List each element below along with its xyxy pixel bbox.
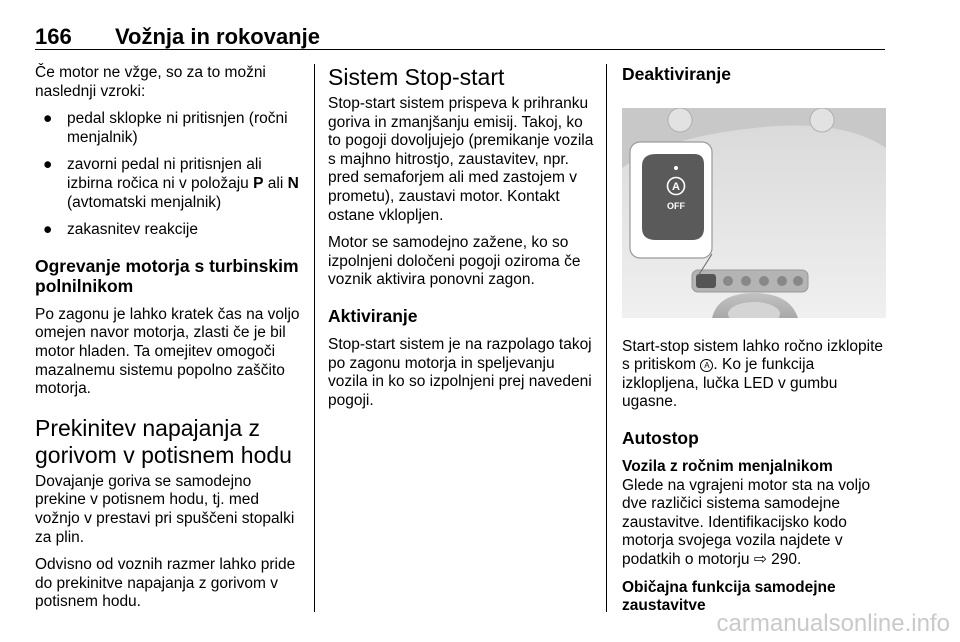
heading-fuel-cutoff: Prekinitev napajanja z gorivom v potisnem hodu: [35, 414, 292, 468]
header-rule: [35, 49, 885, 50]
led-dot: [674, 166, 678, 170]
watermark: carmanualsonline.info: [716, 610, 950, 637]
column-divider-2: [606, 64, 607, 612]
heading-turbo: Ogrevanje motorja s turbinskim polnilnikom: [35, 255, 299, 296]
gear-n: N: [287, 174, 299, 192]
bullet-item: [35, 110, 303, 147]
column-right: [622, 64, 890, 616]
intro-paragraph: Če motor ne vžge, so za to možni naslednji vzroki:: [35, 64, 266, 100]
page-number: 166: [35, 24, 72, 49]
paragraph-manual: Glede na vgrajeni motor sta na voljo dve različici sistema samodejne zaustavitve. Identifikacijsko kodo motorja svojega vozila najdete v podatkih o motorju ⇨ 290.: [622, 476, 871, 568]
gear-p: P: [253, 174, 264, 192]
svg-text:A: A: [672, 181, 680, 193]
bullet-text: zavorni pedal ni pritisnjen ali izbirna ročica ni v položaju: [67, 156, 262, 192]
bullet-dot: ●: [43, 221, 53, 239]
bullet-item: [35, 156, 303, 212]
bullet-text: zakasnitev reakcije: [67, 221, 198, 239]
paragraph-cutoff-1: Dovajanje goriva se samodejno prekine v potisnem hodu, tj. med vožnjo v prestavi pri spuščeni stopalki za plin.: [35, 472, 295, 546]
subheading-manual: Vozila z ročnim menjalnikom: [622, 457, 833, 475]
section-title: Vožnja in rokovanje: [115, 24, 320, 49]
page-header: [35, 22, 885, 50]
bullet-item: [35, 221, 303, 240]
paragraph-activation: Stop-start sistem je na razpolago takoj po zagonu motorja in speljevanju vozila in ko so izpolnjeni prej navedeni pogoji.: [328, 335, 592, 409]
paragraph-deactivation: Start-stop sistem lahko ročno izklopite s pritiskom A . Ko je funkcija izklopljena, lučka LED v gumbu ugasne.: [622, 337, 884, 411]
subheading-usual-function: Običajna funkcija samodejne zaustavitve: [622, 578, 836, 615]
off-label: OFF: [667, 201, 685, 211]
bullet-text: pedal sklopke ni pritisnjen (ročni menjalnik): [67, 110, 288, 146]
bullet-dot: ●: [43, 110, 53, 128]
bullet-dot: ●: [43, 156, 53, 174]
heading-deactivation: Deaktiviranje: [622, 64, 731, 84]
paragraph-cutoff-2: Odvisno od voznih razmer lahko pride do prekinitve napajanja z gorivom v potisnem hodu.: [35, 556, 296, 611]
column-divider-1: [314, 64, 315, 612]
heading-stop-start: Sistem Stop-start: [328, 64, 505, 90]
paragraph-stop-start-2: Motor se samodejno zažene, ko so izpolnjeni določeni pogoji oziroma če voznik aktivira ponovni zagon.: [328, 234, 581, 289]
heading-autostop: Autostop: [622, 427, 699, 448]
bullet-text: ali: [267, 174, 284, 192]
heading-activation: Aktiviranje: [328, 305, 418, 326]
page-reference-icon: ⇨: [753, 550, 767, 568]
auto-stop-icon: A: [700, 359, 713, 372]
stop-start-button-illustration: [622, 108, 886, 318]
paragraph-turbo: Po zagonu je lahko kratek čas na voljo omejen navor motorja, zlasti če je bil motor hladen. Ta omejitev omogoči mazalnemu sistemu popolno zaščito motorja.: [35, 305, 300, 398]
bullet-text: (avtomatski menjalnik): [67, 193, 222, 211]
paragraph-stop-start-1: Stop-start sistem prispeva k prihranku goriva in zmanjšanju emisij. Takoj, ko to pogoji dovoljujejo (premikanje vozila s majhno hitrostjo, zaustavitev, npr. pred semaforjem ali med zastojem v prometu), zaustavi motor. Kontakt ostane vklopljen.: [328, 95, 594, 224]
highlighted-button: [696, 274, 716, 288]
column-left: [35, 64, 303, 621]
column-middle: [328, 64, 596, 419]
